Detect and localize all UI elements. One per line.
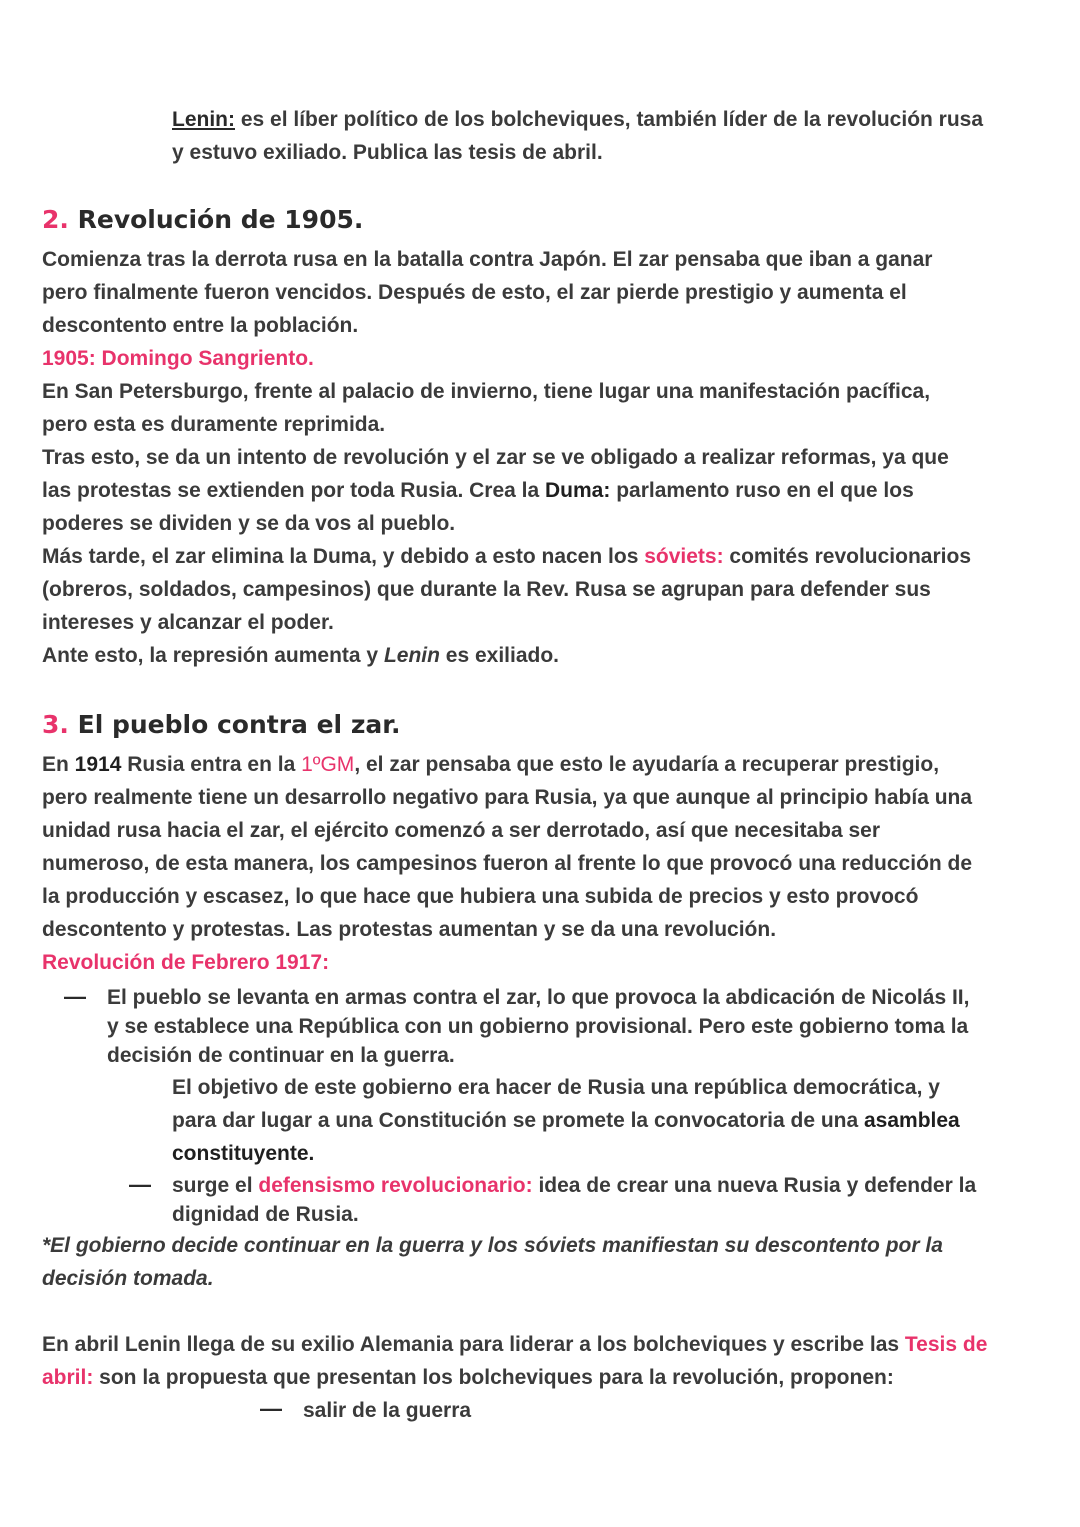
- s3-p1-line1: [42, 748, 1052, 781]
- s2-p1-line1: Comienza tras la derrota rusa en la batalla contra Japón. El zar pensaba que iban a ganar: [42, 248, 933, 271]
- s3-p1-line5: la producción y escasez, lo que hace que hubiera una subida de precios y esto provocó: [42, 885, 919, 908]
- april-line2: [42, 1361, 1052, 1394]
- section-2: [42, 202, 1052, 672]
- s3-p1-c: , el zar pensaba que esto le ayudaría a recuperar prestigio,: [354, 753, 940, 776]
- objective-line2: [172, 1104, 1052, 1137]
- year-1914: 1914: [74, 753, 122, 776]
- s3-p1-line4: numeroso, de esta manera, los campesinos fueron al frente lo que provocó una reducción de: [42, 852, 973, 875]
- note-line1: *El gobierno decide continuar en la guerra y los sóviets manifiestan su descontento por la: [42, 1234, 943, 1257]
- s2-p5: [42, 639, 1052, 672]
- s2-p4-line1-a: Más tarde, el zar elimina la Duma, y debido a esto nacen los: [42, 545, 645, 568]
- bullet-1: [107, 983, 1052, 1070]
- s2-p3-line1: Tras esto, se da un intento de revolución y el zar se ve obligado a realizar reformas, ya que: [42, 446, 949, 469]
- s2-p4-line2: (obreros, soldados, campesinos) que durante la Rev. Rusa se agrupan para defender sus: [42, 578, 931, 601]
- section-3-heading: [42, 707, 1052, 743]
- s2-p4-line3: intereses y alcanzar el poder.: [42, 611, 334, 634]
- s2-p5-b: es exiliado.: [439, 644, 559, 667]
- section-3-number: 3.: [42, 710, 69, 739]
- last-bullet: [303, 1394, 1003, 1427]
- objective-line2-a: para dar lugar a una Constitución se promete la convocatoria de una: [172, 1109, 864, 1132]
- lenin-definition-line2: y estuvo exiliado. Publica las tesis de abril.: [172, 141, 603, 164]
- lenin-definition: [172, 103, 1052, 169]
- bullet-1-line1: El pueblo se levanta en armas contra el zar, lo que provoca la abdicación de Nicolás II,: [107, 986, 970, 1009]
- s3-p1-line6: descontento y protestas. Las protestas aumentan y se da una revolución.: [42, 918, 777, 941]
- government-objective: [172, 1071, 1052, 1170]
- s2-p3-line2-b: parlamento ruso en el que los: [610, 479, 914, 502]
- bullet-dash-3: —: [260, 1396, 282, 1421]
- s3-p1-a: En: [42, 753, 75, 776]
- constituyente-term: constituyente.: [172, 1142, 315, 1165]
- soviets-term: sóviets:: [644, 545, 724, 568]
- note-line2: decisión tomada.: [42, 1267, 214, 1290]
- s2-subheading: 1905: Domingo Sangriento.: [42, 347, 314, 370]
- bullet-dash-1: —: [64, 984, 86, 1009]
- defensismo-term: defensismo revolucionario:: [258, 1174, 533, 1197]
- s2-p5-a: Ante esto, la represión aumenta y: [42, 644, 384, 667]
- bullet-1-line2: y se establece una República con un gobierno provisional. Pero este gobierno toma la: [107, 1015, 969, 1038]
- s2-p1-line2: pero finalmente fueron vencidos. Después de esto, el zar pierde prestigio y aumenta el: [42, 281, 907, 304]
- section-2-number: 2.: [42, 205, 69, 234]
- s3-subheading: Revolución de Febrero 1917:: [42, 951, 330, 974]
- section-2-title: Revolución de 1905.: [68, 205, 364, 234]
- bullet-2-line1: [172, 1171, 1052, 1200]
- s2-p4-line1-b: comités revolucionarios: [723, 545, 971, 568]
- first-world-war-term: 1ºGM: [301, 753, 355, 776]
- lenin-definition-text: es el líber político de los bolcheviques, también líder de la revolución rusa: [235, 108, 984, 131]
- bullet-2-line2: dignidad de Rusia.: [172, 1203, 359, 1226]
- note: [42, 1229, 1052, 1295]
- bullet-2-b: idea de crear una nueva Rusia y defender la: [532, 1174, 977, 1197]
- april-line1: [42, 1328, 1052, 1361]
- lenin-term: Lenin:: [172, 108, 235, 131]
- s2-p3-line2: [42, 474, 1052, 507]
- s2-p3-line2-a: las protestas se extienden por toda Rusia. Crea la: [42, 479, 546, 502]
- s2-p4-line1: [42, 540, 1052, 573]
- section-2-heading: [42, 202, 1052, 238]
- tesis-term-part2: abril:: [42, 1366, 94, 1389]
- section-3-title: El pueblo contra el zar.: [68, 710, 401, 739]
- bullet-dash-2: —: [129, 1172, 151, 1197]
- section-3: [42, 707, 1052, 979]
- s2-p1-line3: descontento entre la población.: [42, 314, 359, 337]
- last-bullet-text: salir de la guerra: [303, 1399, 472, 1422]
- bullet-2: [172, 1171, 1052, 1229]
- s2-p2-line2: pero esta es duramente reprimida.: [42, 413, 386, 436]
- april-paragraph: [42, 1328, 1052, 1394]
- s3-p1-b: Rusia entra en la: [121, 753, 302, 776]
- lenin-italic: Lenin: [383, 644, 440, 667]
- april-line1-a: En abril Lenin llega de su exilio Alemania para liderar a los bolcheviques y escribe las: [42, 1333, 905, 1356]
- objective-line1: El objetivo de este gobierno era hacer de Rusia una república democrática, y: [172, 1076, 940, 1099]
- asamblea-term: asamblea: [864, 1109, 960, 1132]
- april-line2-b: son la propuesta que presentan los bolcheviques para la revolución, proponen:: [93, 1366, 894, 1389]
- duma-term: Duma:: [545, 479, 611, 502]
- tesis-term-part1: Tesis de: [904, 1333, 988, 1356]
- s3-p1-line3: unidad rusa hacia el zar, el ejército comenzó a ser derrotado, así que necesitaba ser: [42, 819, 881, 842]
- bullet-2-a: surge el: [172, 1174, 259, 1197]
- s2-p3-line3: poderes se dividen y se da vos al pueblo.: [42, 512, 456, 535]
- s2-p2-line1: En San Petersburgo, frente al palacio de invierno, tiene lugar una manifestación pacífica,: [42, 380, 931, 403]
- bullet-1-line3: decisión de continuar en la guerra.: [107, 1044, 455, 1067]
- s3-p1-line2: pero realmente tiene un desarrollo negativo para Rusia, ya que aunque al principio había una: [42, 786, 973, 809]
